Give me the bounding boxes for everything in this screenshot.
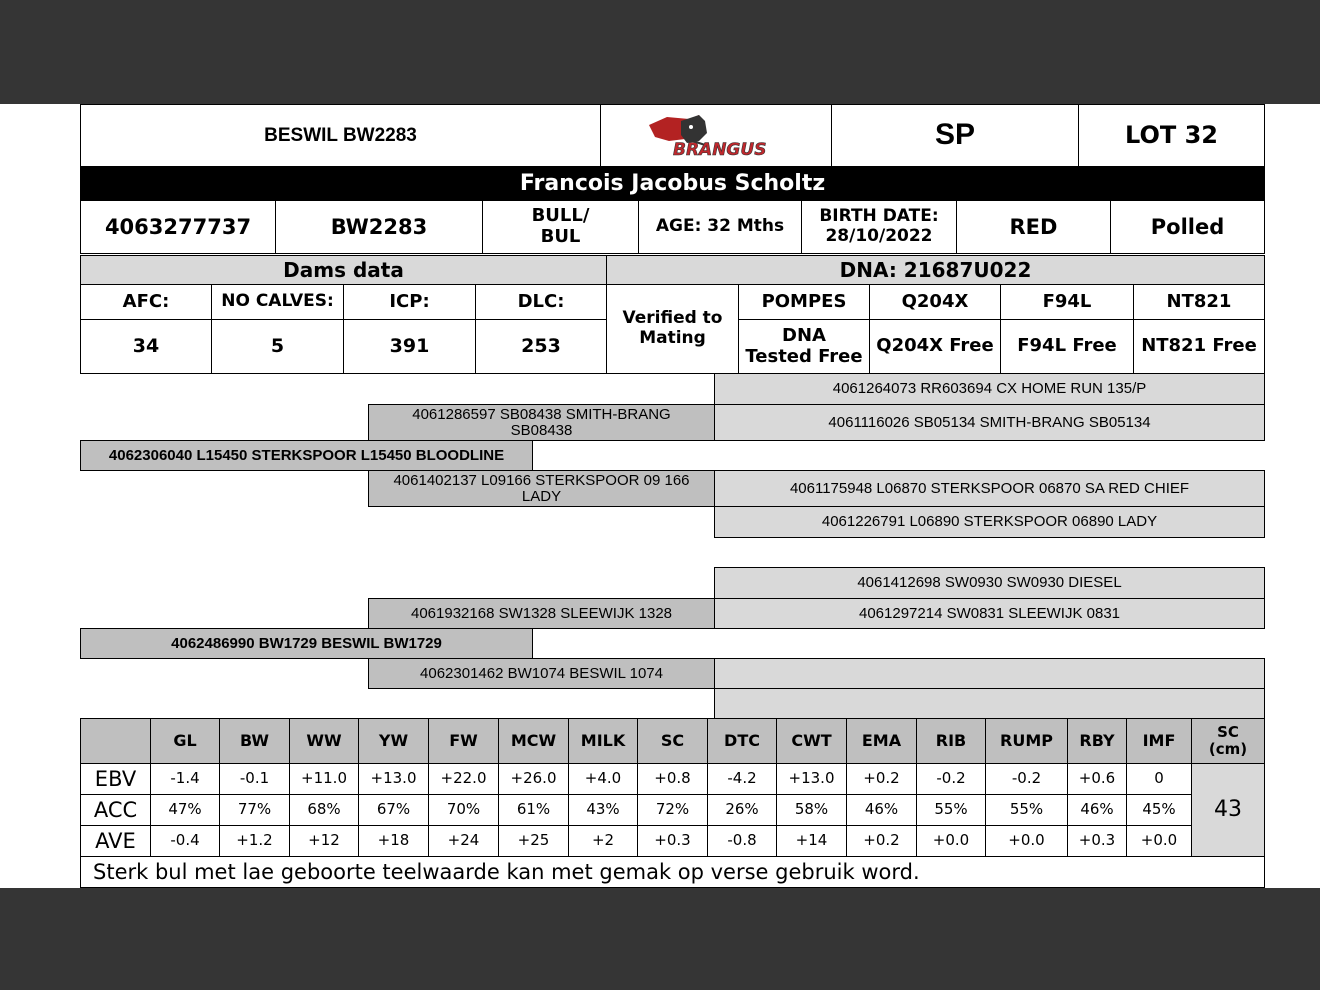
calves-value: 5 <box>211 319 344 374</box>
ebv-cell-ebv-rump: -0.2 <box>985 763 1068 795</box>
ebv-row-label-ebv: EBV <box>80 763 151 795</box>
ebv-col-rib: RIB <box>916 718 986 764</box>
ebv-col-yw: YW <box>358 718 429 764</box>
dam-sire: 4061932168 SW1328 SLEEWIJK 1328 <box>368 598 715 629</box>
bull-logo-icon <box>641 111 791 161</box>
sire-sire-dam: 4061116026 SB05134 SMITH-BRANG SB05134 <box>714 404 1265 441</box>
ebv-cell-ebv-cwt: +13.0 <box>776 763 847 795</box>
sex-cell <box>482 200 639 254</box>
dna-title: DNA: 21687U022 <box>606 255 1265 285</box>
dam-dam-sire <box>714 658 1265 689</box>
ebv-col-ww: WW <box>289 718 359 764</box>
sex-line1: BULL/ <box>531 205 590 227</box>
ebv-cell-ave-fw: +24 <box>428 825 499 857</box>
sire-sire-line1: 4061286597 SB08438 SMITH-BRANG <box>412 405 671 423</box>
ebv-cell-acc-rib: 55% <box>916 794 986 826</box>
ebv-col-milk: MILK <box>568 718 638 764</box>
sex-line2: BUL <box>540 226 581 247</box>
ebv-col-mcw: MCW <box>498 718 569 764</box>
ebv-cell-ebv-rib: -0.2 <box>916 763 986 795</box>
ebv-cell-acc-gl: 47% <box>150 794 220 826</box>
ebv-cell-acc-sc: 72% <box>637 794 708 826</box>
verified-line2: Mating <box>639 328 706 348</box>
ebv-cell-ebv-ema: +0.2 <box>846 763 917 795</box>
ebv-cell-ave-ema: +0.2 <box>846 825 917 857</box>
breeder-name: Francois Jacobus Scholtz <box>80 166 1265 201</box>
verified-to-mating <box>606 284 739 374</box>
q204x-result: Q204X Free <box>869 319 1001 374</box>
ebv-cell-acc-imf: 45% <box>1126 794 1192 826</box>
sire-sire-sire: 4061264073 RR603694 CX HOME RUN 135/P <box>714 373 1265 405</box>
sc-cm-line1: SC <box>1217 722 1239 741</box>
ebv-col-sc: SC <box>637 718 708 764</box>
ebv-col-bw: BW <box>219 718 290 764</box>
ebv-row-label-acc: ACC <box>80 794 151 826</box>
f94l-result: F94L Free <box>1000 319 1134 374</box>
sc-cm-header <box>1191 718 1265 764</box>
q204x-label: Q204X <box>869 284 1001 320</box>
ebv-col-fw: FW <box>428 718 499 764</box>
ebv-col-ema: EMA <box>846 718 917 764</box>
ebv-cell-ave-imf: +0.0 <box>1126 825 1192 857</box>
afc-label: AFC: <box>80 284 212 320</box>
ebv-cell-acc-cwt: 58% <box>776 794 847 826</box>
dam: 4062486990 BW1729 BESWIL BW1729 <box>80 628 533 659</box>
sire-dam <box>368 470 715 507</box>
registration-code: SP <box>831 104 1079 167</box>
age: AGE: 32 Mths <box>638 200 802 254</box>
dam-sire-sire: 4061412698 SW0930 SW0930 DIESEL <box>714 567 1265 599</box>
sire-dam-sire: 4061175948 L06870 STERKSPOOR 06870 SA RED CHIEF <box>714 470 1265 507</box>
ebv-cell-ave-gl: -0.4 <box>150 825 220 857</box>
ebv-cell-ebv-bw: -0.1 <box>219 763 290 795</box>
dams-data-title: Dams data <box>80 255 607 285</box>
ebv-header-corner <box>80 718 151 764</box>
birth-date: 28/10/2022 <box>825 226 933 246</box>
ebv-cell-acc-milk: 43% <box>568 794 638 826</box>
ebv-col-rump: RUMP <box>985 718 1068 764</box>
ebv-cell-ave-rib: +0.0 <box>916 825 986 857</box>
ebv-cell-ave-sc: +0.3 <box>637 825 708 857</box>
animal-id: BW2283 <box>275 200 483 254</box>
dam-dam-dam <box>714 688 1265 719</box>
brangus-logo <box>600 104 832 167</box>
ebv-cell-ave-bw: +1.2 <box>219 825 290 857</box>
ebv-cell-acc-dtc: 26% <box>707 794 777 826</box>
ebv-cell-ebv-ww: +11.0 <box>289 763 359 795</box>
ebv-col-rby: RBY <box>1067 718 1127 764</box>
dam-dam: 4062301462 BW1074 BESWIL 1074 <box>368 658 715 689</box>
ebv-cell-ebv-imf: 0 <box>1126 763 1192 795</box>
ebv-col-gl: GL <box>150 718 220 764</box>
sc-cm-value: 43 <box>1191 763 1265 857</box>
horn-status: Polled <box>1110 200 1265 254</box>
registration-number: 4063277737 <box>80 200 276 254</box>
ebv-cell-ebv-yw: +13.0 <box>358 763 429 795</box>
pompes-result <box>738 319 870 374</box>
ebv-col-dtc: DTC <box>707 718 777 764</box>
ebv-cell-acc-fw: 70% <box>428 794 499 826</box>
ebv-cell-ave-ww: +12 <box>289 825 359 857</box>
birth-date-label: BIRTH DATE: <box>819 206 939 227</box>
ebv-cell-acc-ww: 68% <box>289 794 359 826</box>
color: RED <box>956 200 1111 254</box>
lot-number: LOT 32 <box>1078 104 1265 167</box>
ebv-cell-ave-mcw: +25 <box>498 825 569 857</box>
sc-cm-line2: (cm) <box>1208 740 1248 758</box>
f94l-label: F94L <box>1000 284 1134 320</box>
ebv-col-imf: IMF <box>1126 718 1192 764</box>
dlc-label: DLC: <box>475 284 607 320</box>
nt821-label: NT821 <box>1133 284 1265 320</box>
ebv-cell-acc-bw: 77% <box>219 794 290 826</box>
nt821-result: NT821 Free <box>1133 319 1265 374</box>
dam-sire-dam: 4061297214 SW0831 SLEEWIJK 0831 <box>714 598 1265 629</box>
ebv-cell-acc-mcw: 61% <box>498 794 569 826</box>
ebv-col-cwt: CWT <box>776 718 847 764</box>
sire-dam-dam: 4061226791 L06890 STERKSPOOR 06890 LADY <box>714 506 1265 538</box>
icp-value: 391 <box>343 319 476 374</box>
pompes-line1: DNA <box>782 324 826 346</box>
sire: 4062306040 L15450 STERKSPOOR L15450 BLOODLINE <box>80 440 533 471</box>
sire-sire-line2: SB08438 <box>510 421 573 439</box>
pompes-line2: Tested Free <box>745 345 863 367</box>
svg-text:BRANGUS: BRANGUS <box>673 139 767 160</box>
ebv-cell-ave-rby: +0.3 <box>1067 825 1127 857</box>
sale-catalogue-page <box>0 104 1320 888</box>
animal-name: BESWIL BW2283 <box>80 104 601 167</box>
sire-sire <box>368 404 715 441</box>
ebv-cell-ebv-gl: -1.4 <box>150 763 220 795</box>
ebv-cell-acc-rby: 46% <box>1067 794 1127 826</box>
verified-line1: Verified to <box>622 308 723 329</box>
birth-date-cell <box>801 200 957 254</box>
ebv-cell-ave-rump: +0.0 <box>985 825 1068 857</box>
ebv-cell-ave-cwt: +14 <box>776 825 847 857</box>
afc-value: 34 <box>80 319 212 374</box>
ebv-row-label-ave: AVE <box>80 825 151 857</box>
sire-dam-line2: LADY <box>521 487 562 505</box>
ebv-cell-ave-milk: +2 <box>568 825 638 857</box>
ebv-cell-ebv-mcw: +26.0 <box>498 763 569 795</box>
ebv-cell-ebv-fw: +22.0 <box>428 763 499 795</box>
ebv-cell-acc-yw: 67% <box>358 794 429 826</box>
ebv-cell-acc-rump: 55% <box>985 794 1068 826</box>
icp-label: ICP: <box>343 284 476 320</box>
ebv-cell-ebv-milk: +4.0 <box>568 763 638 795</box>
comment: Sterk bul met lae geboorte teelwaarde kan met gemak op verse gebruik word. <box>80 856 1265 888</box>
ebv-cell-ave-dtc: -0.8 <box>707 825 777 857</box>
ebv-cell-ebv-rby: +0.6 <box>1067 763 1127 795</box>
sire-dam-line1: 4061402137 L09166 STERKSPOOR 09 166 <box>393 471 690 489</box>
ebv-cell-ebv-sc: +0.8 <box>637 763 708 795</box>
dlc-value: 253 <box>475 319 607 374</box>
pompes-label: POMPES <box>738 284 870 320</box>
ebv-cell-acc-ema: 46% <box>846 794 917 826</box>
ebv-cell-ebv-dtc: -4.2 <box>707 763 777 795</box>
ebv-cell-ave-yw: +18 <box>358 825 429 857</box>
calves-label: NO CALVES: <box>211 284 344 320</box>
